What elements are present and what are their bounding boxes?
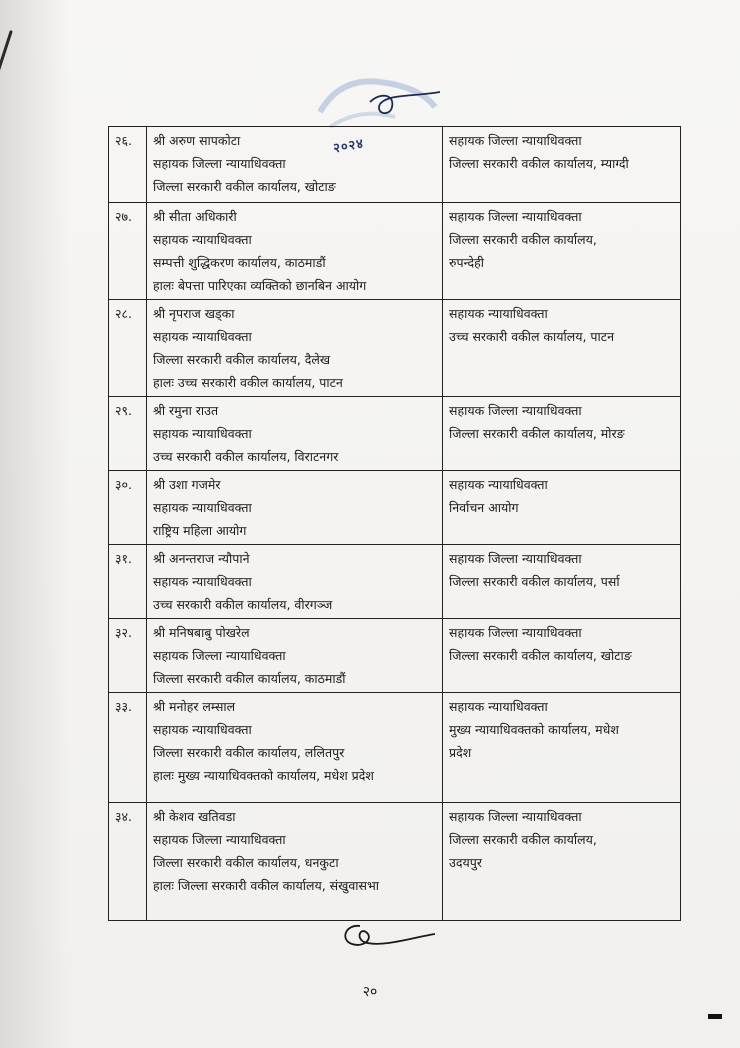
current-post-line: सहायक न्यायाधिवक्ता: [153, 426, 252, 441]
serial-number: २६.: [109, 127, 147, 203]
officer-name: श्री केशव खतिवडा: [153, 809, 236, 824]
table-row: [109, 545, 681, 619]
scan-mark: [708, 1014, 722, 1019]
serial-number: ३४.: [109, 803, 147, 921]
serial-number: ३३.: [109, 693, 147, 803]
officer-name: श्री नृपराज खड्का: [153, 306, 235, 321]
current-post-line: उच्च सरकारी वकील कार्यालय, विराटनगर: [153, 449, 339, 464]
page-number: २०: [362, 984, 378, 1000]
current-post-cell: [147, 127, 443, 203]
new-post-cell: [443, 619, 681, 693]
new-post-line: सहायक जिल्ला न्यायाधिवक्ता: [449, 809, 582, 824]
current-post-line: हालः बेपत्ता पारिएका व्यक्तिको छानबिन आयोग: [153, 278, 367, 293]
new-post-line: सहायक न्यायाधिवक्ता: [449, 477, 548, 492]
serial-number: २८.: [109, 300, 147, 397]
new-post-cell: [443, 545, 681, 619]
page-edge-shadow: [0, 0, 70, 1048]
current-post-line: सहायक न्यायाधिवक्ता: [153, 500, 252, 515]
current-post-line: जिल्ला सरकारी वकील कार्यालय, ललितपुर: [153, 745, 345, 760]
current-post-line: सम्पत्ती शुद्धिकरण कार्यालय, काठमाडौं: [153, 255, 326, 270]
current-post-line: सहायक जिल्ला न्यायाधिवक्ता: [153, 648, 286, 663]
new-post-cell: [443, 397, 681, 471]
current-post-cell: [147, 300, 443, 397]
new-post-line: सहायक जिल्ला न्यायाधिवक्ता: [449, 551, 582, 566]
new-post-line: मुख्य न्यायाधिवक्तको कार्यालय, मधेश: [449, 722, 619, 737]
table-row: [109, 397, 681, 471]
current-post-cell: [147, 619, 443, 693]
new-post-line: सहायक जिल्ला न्यायाधिवक्ता: [449, 403, 582, 418]
current-post-line: सहायक जिल्ला न्यायाधिवक्ता: [153, 156, 286, 171]
new-post-line: प्रदेश: [449, 745, 472, 760]
table-row: [109, 619, 681, 693]
current-post-line: जिल्ला सरकारी वकील कार्यालय, काठमाडौं: [153, 671, 346, 686]
new-post-cell: [443, 203, 681, 300]
table-row: [109, 127, 681, 203]
current-post-cell: [147, 803, 443, 921]
current-post-line: सहायक न्यायाधिवक्ता: [153, 722, 252, 737]
current-post-cell: [147, 471, 443, 545]
new-post-line: जिल्ला सरकारी वकील कार्यालय, मोरङ: [449, 426, 625, 441]
table-row: [109, 693, 681, 803]
new-post-cell: [443, 300, 681, 397]
new-post-line: जिल्ला सरकारी वकील कार्यालय, खोटाङ: [449, 648, 632, 663]
new-post-line: जिल्ला सरकारी वकील कार्यालय, म्याग्दी: [449, 156, 629, 171]
new-post-line: निर्वाचन आयोग: [449, 500, 519, 515]
table-row: [109, 803, 681, 921]
officer-name: श्री मनोहर लम्साल: [153, 699, 236, 714]
new-post-line: सहायक न्यायाधिवक्ता: [449, 306, 548, 321]
current-post-line: सहायक न्यायाधिवक्ता: [153, 232, 252, 247]
new-post-line: रुपन्देही: [449, 255, 484, 270]
new-post-cell: [443, 127, 681, 203]
new-post-cell: [443, 803, 681, 921]
current-post-line: सहायक न्यायाधिवक्ता: [153, 329, 252, 344]
table-row: [109, 203, 681, 300]
new-post-line: सहायक जिल्ला न्यायाधिवक्ता: [449, 133, 582, 148]
new-post-line: जिल्ला सरकारी वकील कार्यालय,: [449, 232, 597, 247]
new-post-cell: [443, 471, 681, 545]
current-post-line: राष्ट्रिय महिला आयोग: [153, 523, 247, 538]
new-post-line: सहायक न्यायाधिवक्ता: [449, 699, 548, 714]
officer-name: श्री अरुण सापकोटा: [153, 133, 241, 148]
serial-number: २९.: [109, 397, 147, 471]
new-post-line: जिल्ला सरकारी वकील कार्यालय,: [449, 832, 597, 847]
current-post-cell: [147, 397, 443, 471]
new-post-line: उदयपुर: [449, 855, 482, 870]
current-post-line: सहायक जिल्ला न्यायाधिवक्ता: [153, 832, 286, 847]
signature-mark: [330, 918, 440, 956]
new-post-line: सहायक जिल्ला न्यायाधिवक्ता: [449, 625, 582, 640]
officer-name: श्री मनिषबाबु पोखरेल: [153, 625, 250, 640]
current-post-line: हालः उच्च सरकारी वकील कार्यालय, पाटन: [153, 375, 343, 390]
current-post-cell: [147, 693, 443, 803]
current-post-line: हालः जिल्ला सरकारी वकील कार्यालय, संखुवासभा: [153, 878, 379, 893]
serial-number: ३२.: [109, 619, 147, 693]
current-post-line: उच्च सरकारी वकील कार्यालय, वीरगञ्ज: [153, 597, 333, 612]
officer-name: श्री सीता अधिकारी: [153, 209, 237, 224]
transfer-table: [108, 126, 681, 921]
officer-name: श्री अनन्तराज न्यौपाने: [153, 551, 250, 566]
new-post-line: सहायक जिल्ला न्यायाधिवक्ता: [449, 209, 582, 224]
current-post-cell: [147, 203, 443, 300]
current-post-line: सहायक न्यायाधिवक्ता: [153, 574, 252, 589]
serial-number: ३०.: [109, 471, 147, 545]
current-post-line: हालः मुख्य न्यायाधिवक्तको कार्यालय, मधेश प्रदेश: [153, 768, 374, 783]
current-post-cell: [147, 545, 443, 619]
officer-name: श्री उशा गजमेर: [153, 477, 221, 492]
current-post-line: जिल्ला सरकारी वकील कार्यालय, धनकुटा: [153, 855, 339, 870]
new-post-line: उच्च सरकारी वकील कार्यालय, पाटन: [449, 329, 615, 344]
serial-number: २७.: [109, 203, 147, 300]
officer-name: श्री रमुना राउत: [153, 403, 219, 418]
table-row: [109, 471, 681, 545]
new-post-cell: [443, 693, 681, 803]
seal-year: २०२४: [332, 136, 366, 157]
new-post-line: जिल्ला सरकारी वकील कार्यालय, पर्सा: [449, 574, 620, 589]
current-post-line: जिल्ला सरकारी वकील कार्यालय, दैलेख: [153, 352, 331, 367]
table-row: [109, 300, 681, 397]
current-post-line: जिल्ला सरकारी वकील कार्यालय, खोटाङ: [153, 179, 336, 194]
serial-number: ३१.: [109, 545, 147, 619]
